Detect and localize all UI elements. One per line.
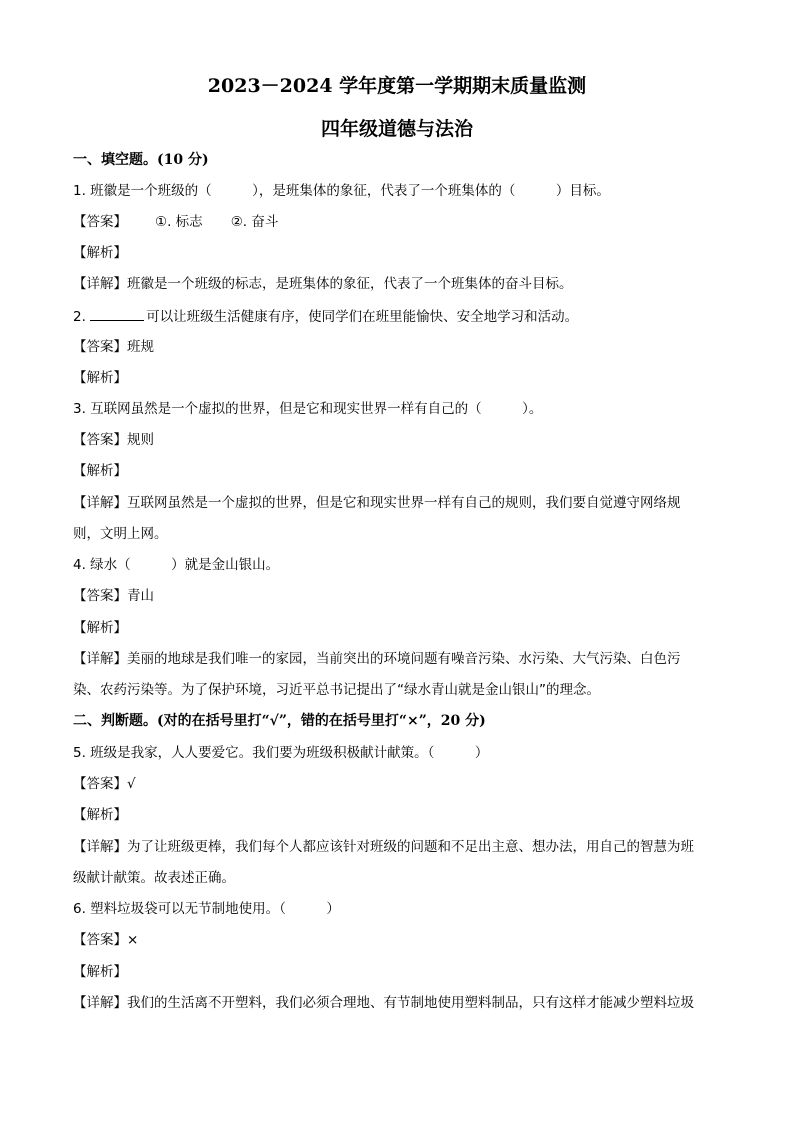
q2-answer: 【答案】班规	[73, 339, 154, 355]
q1-answer-tag: 【答案】	[73, 214, 127, 230]
q4-stem: 4. 绿水（ ）就是金山银山。	[73, 557, 280, 573]
q1-answer	[73, 212, 278, 232]
q2-stem-rest: 可以让班级生活健康有序，使同学们在班里能愉快、安全地学习和活动。	[146, 309, 579, 325]
q6-answer: 【答案】×	[73, 932, 139, 948]
document-title: 2023－2024 学年度第一学期期末质量监测	[207, 75, 587, 97]
q5-answer: 【答案】√	[73, 776, 136, 792]
q6-detail-line1: 【详解】我们的生活离不开塑料，我们必须合理地、有节制地使用塑料制品，只有这样才能减少塑料垃圾	[73, 995, 694, 1011]
q4-detail-line2: 染、农药污染等。为了保护环境，习近平总书记提出了“绿水青山就是金山银山”的理念。	[73, 682, 600, 698]
q4-answer: 【答案】青山	[73, 588, 154, 604]
q3-analysis: 【解析】	[73, 463, 127, 479]
q1-answer-2: ②. 奋斗	[230, 214, 279, 230]
q2-number: 2.	[73, 309, 86, 325]
q4-analysis: 【解析】	[73, 620, 127, 636]
q3-detail-line1: 【详解】互联网虽然是一个虚拟的世界，但是它和现实世界一样有自己的规则，我们要自觉遵守网络规	[73, 495, 681, 511]
q1-detail: 【详解】班徽是一个班级的标志，是班集体的象征，代表了一个班集体的奋斗目标。	[73, 276, 573, 292]
document-subtitle: 四年级道德与法治	[320, 118, 473, 140]
q5-analysis: 【解析】	[73, 807, 127, 823]
q2-analysis: 【解析】	[73, 370, 127, 386]
q1-analysis: 【解析】	[73, 245, 127, 261]
q5-detail-line1: 【详解】为了让班级更棒，我们每个人都应该针对班级的问题和不足出主意、想办法，用自己的智慧为班	[73, 839, 694, 855]
q6-stem: 6. 塑料垃圾袋可以无节制地使用。（ ）	[73, 901, 340, 917]
q2-blank	[90, 306, 144, 321]
section1-heading: 一、填空题。(10 分)	[73, 152, 209, 168]
q4-detail-line1: 【详解】美丽的地球是我们唯一的家园，当前突出的环境问题有噪音污染、水污染、大气污染、白色污	[73, 651, 681, 667]
q2-stem	[73, 306, 578, 327]
q3-detail-line2: 则，文明上网。	[73, 526, 168, 542]
section2-heading: 二、判断题。(对的在括号里打“√”，错的在括号里打“×”，20 分)	[73, 713, 486, 729]
q1-answer-1: ①. 标志	[155, 214, 203, 230]
q6-analysis: 【解析】	[73, 964, 127, 980]
q3-answer: 【答案】规则	[73, 432, 154, 448]
q5-detail-line2: 级献计献策。故表述正确。	[73, 870, 235, 886]
q1-stem: 1. 班徽是一个班级的（ ），是班集体的象征，代表了一个班集体的（ ）目标。	[73, 183, 610, 199]
q5-stem: 5. 班级是我家，人人要爱它。我们要为班级积极献计献策。（ ）	[73, 745, 489, 761]
q3-stem: 3. 互联网虽然是一个虚拟的世界，但是它和现实世界一样有自己的（ ）。	[73, 401, 543, 417]
